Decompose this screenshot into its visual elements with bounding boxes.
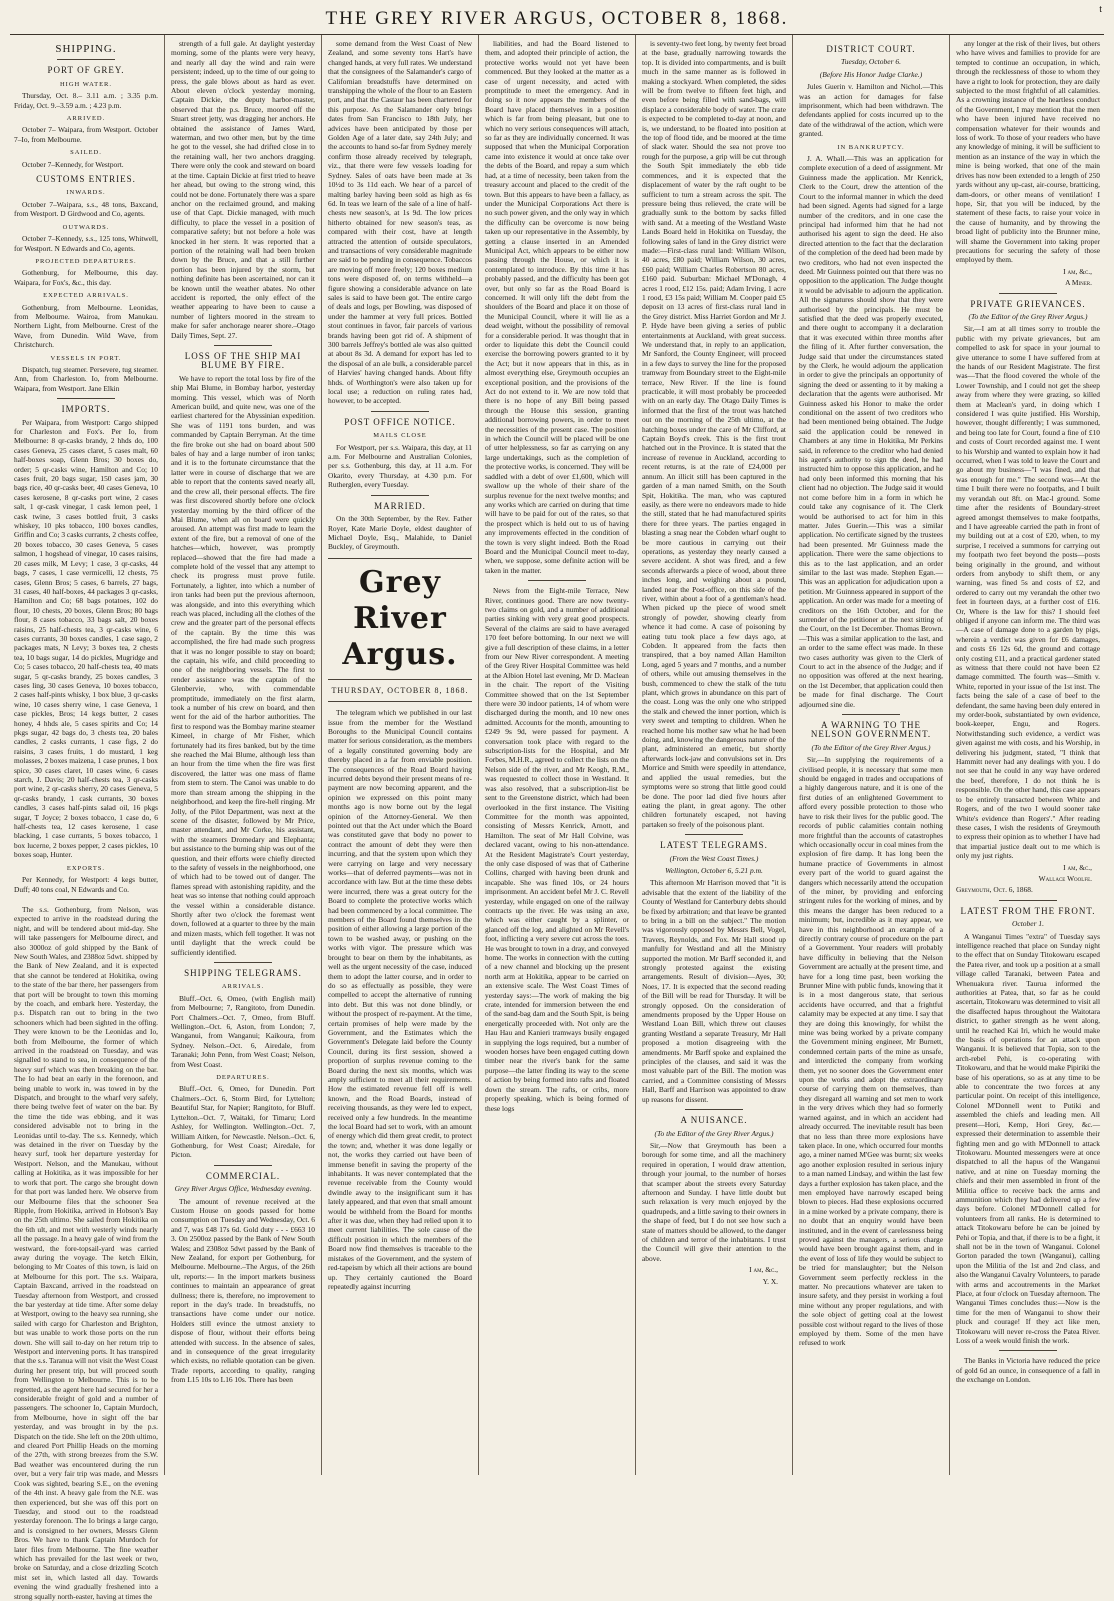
bankruptcy-text: J. A. Whall.—This was an application for complete execution of a deed of assignment. Mr Guinness made the application. Mr Kenrick, Clerk to the Court, drew the attention of the Court to the informal manner in which the deed had been signed. Agents had signed for a large number of the creditors, and in one case the principal had informed him that he had not authorised his agent to sign the deed. He also directed attention to the fact that the declaration of the completion of the deed had been made by two creditors, who had not even inspected the deed. Mr Guinness pointed out that there was no opposition to the application. The Judge thought it would be advisable to adjourn the application. All the signatures should show that they were authorised by the principals. He must be satisfied that the deed was properly executed, and there ought to accompany it a declaration that it was executed within three months after the filing of it. After further conversation, the Judge said that under the circumstances stated by the Clerk, he would adjourn the application in order to give the principals an opportunity of signing the deed or assenting to it by making a declaration that the agents were authorised. Mr Guinness asked his Honor to make the order conditional on the assent of two creditors who had been mentioned being obtained. The Judge said the application could be renewed in Chambers at any time in Hokitika, Mr Perkins said, in reference to the creditor who had denied his agent's authority to sign the deed, he had instructed him to oppose this application, and he had only been informed this morning that his client had no objection. The Judge said it would not come before him in a form in which he could take any cognisance of it. The Clerk would be authorised to act for him in this matter. Jules Guerin.—This was a similar application. No certificate signed by the trustees had been presented. Mr Guinness made the application. There were the same objections to this as to the last application, and an order similar to the last was made. Stephen Egan.—This was an application for adjudication upon a petition. Mr Guinness appeared in support of the application. An order was made for a meeting of creditors on the 16th October, and for the surrender of the petitioner at the next sitting of the Court, on the 1st December. Thomas Brown.—This was a similar application to the last, and an order to the same effect was made. In these two cases authority was given to the Clerk of Court to act in the absence of the Judge; and if no opposition was offered at the next hearing, on the 1st December, that application could then be made for final discharge. The Court adjourned sine die. <box>799 154 943 709</box>
signature: A Miner. <box>1065 278 1092 288</box>
grievances-heading: PRIVATE GRIEVANCES. <box>970 298 1086 309</box>
paper-title-block <box>328 565 472 702</box>
section-label: MAILS CLOSE <box>373 432 427 440</box>
court-judge: (Before His Honor Judge Clarke.) <box>819 69 923 79</box>
market-text: some demand from the West Coast of New Zealand, and some seventy tons Hart's have changed hands, at very full rates. We understand that the consignees of the Salamander's cargo of Californian breadstuffs have determined on transhipping the whole of the flour to an Eastern port, and that the Castaur has been chartered for this purpose. As the Salamander only brings dates from San Francisco to 18th July, her advices have been anticipated by those per Golden Age of a later date, say 24th July; and the accounts to hand so-far from Sydney merely confirm those already received by telegraph, viz., that there were few vessels loading for Sydney. Sales of oats have been made at 3s 10½d to 3s 11d each. We hear of a parcel of malting barley having been sold as high as 6s 6d. In teas we learn of the sale of a line of half-chests new season's, at 1s 9d. The low prices hitherto obtained for new season's teas, as compared with their cost, have at length attracted the attention of outside speculators, and transactions of very considerable magnitude are said to be pending in consequence. Tobaccos are moving off more freely; 120 boxes medium tons were disposed of, on terms withheld—a figure showing a considerable advance on late sales is said to have been got. The entire cargo of deals and logs, per Bowling, was disposed of under the hammer at very full prices. Bottled stout continues in favor, fair parcels of various brands having been got rid of. A shipment of 300 barrels Jeffrey's bottled ale was also quitted at about 8s 3d. A demand for export has led to the disposal of an ale bulk, a considerable parcel of Harvies' having changed hands. About fifty hhds. of Worthington's were also taken up for local use; a reduction on ruling rates had, however, to be accepted. <box>328 39 472 406</box>
signature-place: Greymouth, Oct. 6, 1868. <box>956 885 1033 895</box>
arrivals-text: Bluff.–Oct. 6, Omeo, (with English mail) from Melbourne; 7, Rangitoto, from Dunedin. Port Chalmers.–Oct. 7, Omeo, from Bluff. Wellington.–Oct. 6, Aston, from London; 7, Wanganui, from Wanganui; Kaikoura, from Sydney. Nelson.–Oct. 6, Airedale, from Taranaki; John Penn, from West Coast; Nelson, from West Coast. <box>171 993 315 1069</box>
signature: Wallace Woolfe. <box>1038 873 1092 883</box>
masthead-title: THE GREY RIVER ARGUS, OCTOBER 8, 1868. <box>325 8 789 29</box>
front-heading: LATEST FROM THE FRONT. <box>960 905 1096 916</box>
signature: I am, &c., <box>749 1265 778 1275</box>
column-3 <box>322 35 479 1475</box>
married-text: On the 30th September, by the Rev. Father Royer, Kate Marie Doyle, eldest daughter of Michael Doyle, Esq., Malahide, to Daniel Buckley, of Greymouth. <box>328 514 472 552</box>
telegrams-text: This afternoon Mr Harrison moved that "it is advisable that the extent of the liability of the County of Westland for Canterbury debts should be fixed by arbitration; and that leave be granted to bring in a bill on the subject." The motion was vigorously opposed by Messrs Bell, Vogel, Travers, Reynolds, and Fox. Mr Hall stood up manfully for Westland and all the Ministry supported the motion. Mr Barff seconded it, and strongly protested against the existing arrangements. Result of division—Ayes, 30; Noes, 17. It is expected that the second reading of the Bill will be read for Thursday. It will be strongly opposed. On the consideration of amendments proposed by the Upper House on Westland Loan Bill, which threw out clauses granting Westland a separate Treasury, Mr Hall proposed a motion disagreeing with the amendments. Mr Barff spoke and explained the principles of the clauses, and said it was the most valuable part of the Bill. The motion was carried, and a Committee consisting of Messrs Hall, Barff and Harrison was appointed to draw up reasons for dissent. <box>642 878 786 1104</box>
departures-text: Gothenburg, for Melbourne, this day. Waipara, for Fox's, &c., this day. <box>14 268 158 287</box>
departures-text: Bluff.–Oct. 6, Omeo, for Dunedin. Port Chalmers.–Oct. 6, Storm Bird, for Lyttelton; Beautiful Star, for Napier; Rangitoto, for Bluff. Lyttelton.–Oct. 7, Waitaki, for Timaru; Lord Ashley, for Wellington. Wellington.–Oct. 7, William Aitken, for Newcastle. Nelson.–Oct. 6, Gothenburg, for West Coast; Airedale, for Picton. <box>171 1084 315 1160</box>
shipping-heading: SHIPPING. <box>55 43 117 55</box>
section-label: DEPARTURES. <box>216 1074 270 1082</box>
latest-telegrams-heading: LATEST TELEGRAMS. <box>660 840 768 851</box>
signature: Y. X. <box>762 1276 778 1286</box>
arrived-text: October 7– Waipara, from Westport. October 7–Io, from Melbourne. <box>14 125 158 144</box>
warning-heading: A WARNING TO THE NELSON GOVERNMENT. <box>810 720 932 740</box>
exports-text: Per Kennedy, for Westport: 4 kegs butter, Duff; 40 tons coal, N Edwards and Co. <box>14 875 158 894</box>
nuisance-subhead: (To the Editor of the Grey River Argus.) <box>654 1128 774 1138</box>
warning-text: Sir,—In supplying the requirements of a civilised people, it is necessary that some men should be engaged in trades and occupations of a highly dangerous nature, and it is one of the first duties of an enlightened Government to afford every possible protection to those who have to risk their lives for the public good. The records of public calamities contain nothing more frightful than the accounts of catastrophes which occasionally occur in coal mines from the explosion of fire damp. It has long been the humane practice of Governments in almost every part of the world to guard against the dangers which necessarily attend the occupation of the miner, by providing and enforcing stringent rules for the working of mines, and by this means the danger has been reduced to a minimum; but, incredible as it may appear, we have in this neighborhood an example of a directly contrary course of procedure on the part of a Government. Your readers will probably have difficulty in believing that the Nelson Government are actually at the present time, and have for a long time past, been working the Brunner Mine with public funds, knowing that it is in a most dangerous state, that serious accidents have occurred, and that a frightful calamity may be expected at any time. I say that they are doing this knowingly, for whilst the mine was being worked by a private company the Government mining engineer, Mr Burnett, condemned certain parts of the mine as unsafe, and interdicted the company from working them, yet no sooner does the Government enter upon the works and adopt the extraordinary course of carrying them on themselves, than they disregard all warning and set men to work in the very drives which they had so formerly warned against, and in which an accident had already occurred. The inevitable result has been that no less than three more explosions have taken place. In one, which occurred four months ago, a miner named M'Gee was burnt; six weeks ago another explosion resulted in serious injury to a man named Lindsay, and within the last few days a further explosion has taken place, and the men employed have narrowly escaped being blown to pieces. Had these explosions occurred in a mine worked by a private company, there is no doubt that an enquiry would have been instituted, and in the event of carelessness being proved against the managers, a serious charge would have been brought against them, and in the event of loss of life they would be subject to be tried for manslaughter; but the Nelson Government seem perfectly reckless in the matter. No precautions whatever are taken to insure safety, and they persist in working a foul mine without any proper regulations, and with the sole object of getting coal at the lowest possible cost without regard to the lives of those employed by them. Some of the men have refused to work <box>799 755 943 1348</box>
commercial-text: The amount of revenue received at the Custom House on goods passed for home consumption on Tuesday and Wednesday, Oct. 6 and 7, was £48 17s 6d. Gold duty - - - £663 10 3. On 2500oz passed by the Bank of New South Wales; and 2308oz 5dwt passed by the Bank of New Zealand, for export per Gothenburg, for Melbourne. Melbourne.–The Argus, of the 26th ult, reports:— In the import markets business continues to maintain an appearance of great dullness; there is, therefore, no improvement to report in the day's trade. In breadstuffs, no transactions have come under our notice. Holders still evince the utmost anxiety to dispose of flour, without their efforts being attended with success. In the absence of sales, and in consequence of the great irregularity which exists, no reliable quotation can be given. Trade reports, according to quality, ranging from L15 10s to L16 10s. There has been <box>171 1196 315 1385</box>
shipping-news-text: The s.s. Gothenburg, from Nelson, was expected to arrive in the roadstead during the night, and will be tendered about mid-day. She will take passengers for Melbourne direct, and also 3000oz of gold shipped by the Bank of New South Wales, and 2388oz 5dwt. shipped by the Bank of New Zealand, and it is expected that she cannot be tendered at Hokitika, owing to the state of the bar there, her passengers from that port will be brought to town this morning by the coach, and embark here. Yesterday, the p.s. Dispatch ran out to bring in the two schooners which had been sighted in the offing. They were known to be the Leonidas and Io, both from Melbourne, the former of which arrived in the roadstead on Tuesday, and was signalled to stand to sea, in consequence of the heavy surf which was then breaking on the bar. The Io had beat an early in the forenoon, and being unable to work in, was towed in by the Dispatch, and brought to the wharf very safely, there being twelve feet of water on the bar. By the time the tide was ebbing, and it was considered advisable not to bring in the Leonidas until to-day. The s.s. Kennedy, which was detained in the river on Tuesday by the heavy surf, took her departure yesterday for Westport. Nelson, and the Manukau, without calling at Hokitika, as it was impossible for her to work that port. The cargo she brought down for that port was landed here. We observe from our Melbourne files that the schooner Sea Ripple, from Hokitika, arrived in Hobson's Bay on the 25th ultimo. She sailed from Hokitika on the 6th ult, and met with westerly winds nearly all the passage. In a heavy gale of wind from the westward, the fore-topsail-yard was carried away during the voyage. The ketch Elkin, belonging to Mr Coates of this town, is laid on at Melbourne for this port. The s.s. Waipara, Captain Baxcand, arrived in the roadstead on Tuesday afternoon from Westport, and crossed the bar yesterday at tide time. After some delay at Westport, owing to the heavy sea running, she sailed with cargo for Charleston and Brighton, but was unable to work those ports on the run down. She will sail to-day on her return trip to Westport and intervening ports. It has transpired that the s.s. Taranua will not visit the West Coast during her present trip, but will proceed south from Wellington to Melbourne. This is to be regretted, as the agent here had secured for her a considerable freight of gold and a number of passengers. The schooner Io, Captain Murdoch, from Melbourne, hove in sight off the bar yesterday, and was brought in by the p.s. Dispatch on the tide. She left on the 20th ultimo, and cleared Port Phillip Heads on the morning of the 27th, with strong breezes from the S.W. Bad weather was encountered during the run over, but a very fair trip was made, and Messrs Cook was sighted, bearing S.E., on the evening of the 4th inst. A heavy gale from the N.E. was then experienced, but she was off this port on Tuesday, and stood out to the roadstead yesterday forenoon. The Io brings a large cargo, and is consigned to her owners, Messrs Glenn Bros. We have to thank Captain Murdoch for later files from Melbourne. The fine weather which has prevailed for the last week or two, broke on Saturday, and a close drizzling Scotch mist set in, which lasted all day. Towards evening the wind gradually freshened into a strong squally north-easter, having at times the <box>14 904 158 1601</box>
signature: I am, &c., <box>1063 266 1092 276</box>
column-4 <box>479 35 636 1475</box>
imports-heading: IMPORTS. <box>61 404 111 415</box>
column-5 <box>636 35 793 1475</box>
paper-date: THURSDAY, OCTOBER 8, 1868. <box>331 685 469 695</box>
mails-text: For Westport, per s.s. Waipara, this day, at 11 a.m. For Melbourne and Australian Colonies, per s.s. Gothenburg, this day, at 11 a.m. For Okarito, every Thursday, at 4.30 p.m. For Rutherglen, every Tuesday. <box>328 442 472 490</box>
column-6 <box>793 35 950 1475</box>
exports-heading: EXPORTS. <box>66 864 106 872</box>
inport-text: Dispatch, tug steamer. Persevere, tug steamer. Ann, from Charleston. Io, from Melbourne. Waipara, from Westport. Jane Elkin <box>14 364 158 393</box>
sailed-text: October 7–Kennedy, for Westport. <box>22 159 124 169</box>
storm-text: strength of a full gale. At daylight yesterday morning, some of the plants were very heavy, and nearly all day the wind and rain were persistent; indeed, up to the time of our going to press, the gale blows about as hard as ever. About eleven o'clock yesterday morning, Captain Dickie, the deputy harbor-master, observed that the p.s. Bruce, moored off the Stuart street jetty, was dragging her anchors. He obtained the assistance of James Ward, waterman, and two other men, but by the time he got to the vessel, she had drifted close in to the retaining wall, her two anchors dragging. There were only the cook and steward on board at the time. Captain Dickie at first tried to heave her ahead, but owing to the strong wind, this could not be done. Fortunately there was a spare anchor on the reclaimed ground, and making use of that Capt. Dickie managed, with much difficulty, to place the vessel in a position of comparative safety; but not before a hole was knocked in her stern. It was reported that a portion of the retaining wall had been broken down by the Bruce, and that a still further portion has been injured by the storm, but nothing definite has been ascertained, nor can it be known until the weather abates. No other accident is reported, the only effect of the weather appearing to have been to cause a number of lighters moored in the stream to make for safer anchorage nearer shore.–Otago Daily Times, Sept. 27. <box>171 39 315 340</box>
grievances-text: Sir,—I am at all times sorry to trouble the public with my private grievances, but am compelled to ask for space in your journal to give utterance to some I have suffered from at the hands of our Resident Magistrate. The first was—That the flood covered the whole of the Lower Township, and I could not get the sheep away from where they were grazing, so killed them at Maclean's yard, in doing which I considered I was quite justified. His Worship, however, thought differently; I was summoned, and being too late for Court, found a fine of £10 and costs of Court recorded against me. I went to his Worship and wanted to explain how it had occurred, when I was told to leave the Court and go about my business—"I was fined, and that was enough for me." The second was—At the time I built there were no footpaths, and I built my verandah out 8ft. on Mac-l ground. Some time after the residents of Boundary-street agreed amongst themselves to make footpaths, and I have agreeable carried the path in front of my building out at a cost of £20, when, to my surprise, I received a summons for carrying out my footpath two feet beyond the posts—posts being originally in the ground, and without orders from anybody to shift them, or any warning, was fined 5s and costs of £2, and ordered to carry out my verandah the other two feet in fourteen days, at a further cost of £16. Or, Where is the law for this? I should feel obliged if anyone can inform me. The third was—A case of damage done to a garden by pigs, wherein a verdict was given for £6 damages, and costs £6 12s 6d, the ground and cottage only costing £11, and a practical gardener stated as witness that there could not have been £2 damage committed. The fourth was—Smith v. White, reported in your issue of the 1st inst. The facts being the sale of a case of beef to the defendant, the same having been duly entered in my order-book, substantiated by own evidence, book-keeper, Engu, and Rogers. Notwithstanding such evidence, a verdict was given against me with costs, and his Worship, in delivering his judgment, stated, "I think that Hammitt never had any dealings with you. I do not see that he could in any way have ordered the beef, therefore, I do not think he is responsible. On the other hand, this case appears to be entirely transacted between White and Rogers, and of the two I would sooner take White's evidence than Rogers'." After reading these cases, I wish the residents of Greymouth to express their opinion as to whether I have had that impartial justice dealt out to me which is only my just rights. <box>956 324 1100 861</box>
column-1 <box>8 35 165 1601</box>
tides-text: Thursday, Oct. 8.– 3.11 a.m. ; 3.35 p.m. Friday, Oct. 9.–3.59 a.m. ; 4.23 p.m. <box>14 91 158 110</box>
section-label: INWARDS. <box>66 189 106 197</box>
fire-text: We have to report the total loss by fire of the ship Mai Blume, in Bombay harbor, yesterday morning. This vessel, which was of North American build, and quite new, was one of the earliest chartered for the Abyssinian expedition. She was of 1191 tons burden, and was commanded by Captain Berryman. At the time the fire broke out she had on board about 500 bales of hay and a large number of iron tanks; and it is to the fortunate circumstance that the latter were in course of discharge that we are able to report that the contents saved nearly all, and the crew all, their personal effects. The fire was first discovered shortly before one o'clock yesterday morning by the third officer of the Mai Blume, when all on board were quickly aroused. An attempt was first made to learn the extent of the fire, but a removal of one of the hatches—which, however, was promptly replaced—showed that the fire had made a complete hold of the vessel that any attempt to check its progress must prove futile. Fortunately, a lighter, into which a number of iron tanks had been put the previous afternoon, was alongside, and into this everything which reach was placed, including all the clothes of the crew and the greater part of the personal effects of the captain. By the time this was accomplished, the fire had made such progress that it was no longer possible to stay on board; the captain, his wife, and child proceeding to one of the neighboring vessels. The first to render assistance was the captain of the Glenbervie, who, with commendable promptitude, immediately on the first alarm, took a number of his crew on board, and then went for the aid of the harbor authorities. The first to respond was the Bombay marine steamer Kimeel, in charge of Mr Fisher, which fortunately had its fires banked, but by the time she reached the Mai Blume, although less than an hour from the time when the fire was first discovered, the latter was one mass of flame from stem to stern. The Canoi was unable to do more than stream among the shipping in the neighborhood, and keep the fire-hell ringing. Mr Jolly, of the Pilot Department, was next at the scene of the disaster, followed by Mr Price, master attendant, and Mr Corke, his assistant, with the steamers Dromedary and Elephanta; but assistance to the burning ship was out of the question, and their efforts were chiefly directed to the safety of vessels in the neighborhood, one of which had to be towed out of danger. The flames spread with astonishing rapidity, and the heat was so intense that nothing could approach the vessel within a considerable distance. Shortly after two o'clock the foremast went down, followed at a quarter to three by the main and mizen masts, which fell together. It was not until daylight that the wreck could be sufficiently identified. <box>171 373 315 957</box>
post-office-heading: POST OFFICE NOTICE. <box>344 416 456 427</box>
district-court-heading: DISTRICT COURT. <box>826 44 916 54</box>
expected-text: Gothenburg, from Melbourne. Leonidas, from Melbourne. Wairoa, from Manukau. Northern Light, from Melbourne. Crest of the Wave, from Dunedin. Wild Wave, from Christchurch. <box>14 302 158 350</box>
local-news-text: News from the Eight-mile Terrace, New River, continues good. There are now twenty-two claims on gold, and a number of additional parties sinking with very great good prospects. Several of the claims are said to have averaged 170 feet before bottoming. In our next we will give a full description of these claims, in a letter from our New River correspondent. A meeting of the Grey River Hospital Committee was held at the Albion Hotel last evening, Mr D. Maclean in the chair. The report of the Visiting Committee showed that on the 1st September there were 30 indoor patients, 14 of whom were discharged during the month, and 10 new ones admitted. Accounts for the month, amounting to £249 9s 9d, were passed for payment. A conversation took place with regard to the subscription-lists for the Hospital, and Mr Forbes, M.H.R., agreed to collect the lists on the Nelson side of the river, and Mr Keogh, R.M., was requested to collect those in Westland. It was also resolved, that a subscription-list be sent to the Greenstone district, which had been overlooked in the first instance. The Visiting Committee for the month was appointed, consisting of Messrs Kenrick, Arnott, and Hamilton. The seat of Mr Hall Colvine, was declared vacant, owing to his non-attendance. At the Resident Magistrate's Court yesterday, the only case disposed of was that of Catherine Collins, charged with having been drunk and incapable. She was fined 10s, or 24 hours imprisonment. An accident befel Mr J. C. Revell yesterday, while engaged on one of the railway contracts up the river. He was using an axe, which was either caught by a splinter, or glanced off the log, and alighted on Mr Revell's foot, inflicting a very severe cut across the toes. He was brought to town in a dray, and conveyed home. The works in connection with the cutting of a new channel and blocking up the present north arm at Hokitika, appear to be carried on an extensive scale. The West Coast Times of yesterday says:—The work of making the big crate, intended for immersion between the end of the sand-bag dam and the South Spit, is being energetically proceeded with. Not only are the Hau Hau and Kanieri tramways busily engaged in supplying the logs required, but a number of wooden horses have been engaged cutting down timber near the river's bank for the same purpose—the latter finding its way to the scene of action by being formed into rafts and floated down the stream. The rafts, or cribs, more properly speaking, which is being formed of these logs <box>485 586 629 1113</box>
warning-continued-text: any longer at the risk of their lives, but others who have wives and families to provide for are tempted to continue an occupation, in which, through the recklessness of those to whom they have a right to look for protection, they are daily subjected to the most frightful of all calamities. As a crowning instance of the heartless conduct of the Government, I may mention that the men who have been injured have received no compensation whatever for their wounds and loss of work. To those of your readers who have any knowledge of mining, it will be sufficient to mention as an instance of the way in which the mine is being worked, that one of the main drives has now been extended to a length of 250 yards without any up-cast, air-course, bratticing, dam-doors, or other means of ventilation! I hope, Sir, that you will be induced, by the statement of these facts, to raise your voice in the cause of humanity, and by throwing the broad light of publicity into the Brunner mine, will shame the Government into taking proper precautions for securing the safety of those employed by them. <box>956 39 1100 265</box>
court-date: Tuesday, October 6. <box>841 57 901 67</box>
section-label: OUTWARDS. <box>62 223 110 231</box>
signature: I am, &c., <box>1063 862 1092 872</box>
nuisance-heading: A NUISANCE. <box>680 1115 748 1126</box>
section-label: ARRIVALS. <box>221 983 265 991</box>
customs-heading: CUSTOMS ENTRIES. <box>36 174 136 185</box>
section-label: HIGH WATER. <box>59 80 113 88</box>
commercial-subhead: Grey River Argus Office, Wednesday evening. <box>174 1184 312 1194</box>
leader-continued-text: liabilities, and had the Board listened to them, and adopted their principle of action, the protective works would not yet have been commenced. But they looked at the matter as a case of urgent necessity, and acted with promptitude to meet the emergency. And in doing so it now appears the members of the Board have placed themselves in a position which is far from being pleasant, but one to which no very serious consequences will attach, so far as they are individually concerned. It was supposed that when the Municipal Corporation came into existence it would at once take over the debts of the Board, and repay a sum which had, at a time of necessity, been taken from the treasury account and placed to the credit of the town. But this appears to have been a fallacy, as under the Municipal Corporations Act there is no such power given, and the only way in which the difficulty can be overcome is now being taken up our representative in the Assembly, by getting a clause inserted in an Amended Municipal Act, which appears to be either now passing through the House, or which it is contemplated to introduce. By this time it has probably passed, and the difficulty has been got over, but only so far as the Road Board is concerned. It will only lift the debt from the shoulders of the Board and place it on those of the Municipal Council, where it will lie as a dead weight, without the possibility of removal for a considerable period. It was thought that in order to liquidate this debt the Council could exercise the borrowing powers granted to it by the Act; but it now appears that in this, as in almost everything else, Greymouth occupies an exceptional position, and the provisions of the Act do not extend to it. We are now told that there is no hope of any Bill being passed through the House this session, granting additional borrowing powers, in order to meet the necessities of the present case. The position in which the Council will be placed will be one of utter helplessness, so far as carrying on any large undertakings, such as the completion of the protective works, is concerned. They will be saddled with a debt of over £1,600, which will swallow up the whole of their share of the surplus revenue for the next twelve months; and any works which are carried on during that time will have to be paid for out of the rates, so that the prospect which is held out to us of having any improvements effected in the condition of the town is very slight indeed. Both the Road Board and the Municipal Council meet to-day, when, we suppose, some definite action will be taken in the matter. <box>485 39 629 575</box>
column-7 <box>950 35 1106 1475</box>
port-heading: PORT OF GREY. <box>47 65 125 76</box>
front-text: A Wanganui Times "extra" of Tuesday says intelligence reached that place on Sunday night to the effect that on Sunday Titokowaru escaped the Patea river, and took up a position at a small village called Taranaki, between Patea and Whenuakura river. Taurua informed the authorities at Patea, that, so far as he could ascertain, Titokowaru was determined to visit all the disaffected hapus throughout the Waitotara district, to gather strength as he went along, until he reached Kai Iri, which he would make the basis of operations for an attack upon Wanganui. It is believed that Topia, son to the arch-rebel Pehi, is co-operating with Titokowaru, and that he would make Pipiriki the base of his operations, so as at any time to be able to concentrate the two forces at any particular point. On receipt of this intelligence, Colonel M'Donnell went to Putiki and assembled the chiefs and leading men. All present—Hori, Kemp, Hori Grey, &c.—expressed their determination to assemble their fighting men and go with M'Donnell to attack Titokowaru. Mounted messengers were at once dispatched to all the hapus of the Wanganui native, and at nine on Tuesday morning the chiefs and their men assembled in front of the Militia office to receive back the arms and ammunition which they had delivered up a few days before. Colonel M'Donnell called for volunteers from all ranks. He is determined to attack Titokowaru before he can be joined by Pehi or Topia, and that, if there is to be a fight, it shall not be in the town of Wanganui. Colonel Gorton paraded the town (Wanganui), calling upon the Militia of the 1st and 2nd class, and also the Wanganui Cavalry Volunteers, to parade with arms and accoutrements in the Market Place, at four o'clock on Tuesday afternoon. The Wanganui Times concludes thus:—Now is the time for the men of Wanganui to show their pluck and courage! If they act like men, Titokowaru will never re-cross the Patea River. Loss of a week would finish the work. <box>956 931 1100 1346</box>
local-news-continued-text: is seventy-two feet long, by twenty feet broad at the base, gradually narrowing towards the top. It is divided into compartments, and is built much in the same manner as is followed in making a stockyard. When completed, the sides will be from twelve to fifteen feet high, and even before being filled with sand-bags, will displace a considerable body of water. The crate is expected to be completed to-day at noon, and is, we understand, to be floated into position at the top of flood tide, and be moored at the time of slack water. Should the sea not prove too rough for the purpose, a grip will be cut through the South Spit immediately the ebb tide commences, and it is expected that the displacement of water by the raft ought to be sufficient to turn a stream across the spit. The pressure being thus relieved, the crate will be gradually sunk to the bottom by sacks filled with sand. At a meeting of the Westland Waste Lands Board held in Hokitika on Tuesday, the following sales of land in the Grey district were made:—First-class rural land: William Wilson, 40 acres, £80 paid; William Wilson, 30 acres, £60 paid; William Charles Robertson 80 acres, £160 paid. Suburban: Michael M'Donagh, 4 acres 1 rood, £12 15s. paid; Adam Irving, 1 acre 1 rood, £3 15s paid; William M. Cooper paid £5 deposit on 13 acres of first-class rural land in the Grey district. Miss Harriet Gordon and Mr J. P. Hyde have been giving a series of public entertainments at Auckland, with great success. We understand that, in reply to an application, Mr Sanford, the County Engineer, will proceed in a few days to survey the line for the proposed tramway from Boundary street to the Eight-mile terrace, New River. If the line is found practicable, it will most probably be proceeded with on an early day. The Otago Daily Times is informed that the first of the trout was hatched out on the morning of the 25th ultimo, at the hatching boxes under the care of Mr Clifford, at Captain Boyd's creek. This is the first trout hatched out in the Province. It is stated that the increase of revenue in Auckland, according to recent returns, is at the rate of £24,000 per annum. An illicit still has been captured in the garden of a man named Smith, on the South Spit, Hokitika. The man, who was captured easily, as there were no endeavors made to hide the still, stated that he had manufactured spirits there for three years. The parties engaged in blasting a snag near the Cobden wharf ought to be more cautious in carrying out their operations, as yesterday they nearly caused a severe accident. A shot was fired, and a few seconds afterwards a piece of wood, about three inches long, and weighing about a pound, landed near the Post-office, on this side of the river, within about a foot of a gentleman's head. When picked up the piece of wood smelt strongly of powder, showing clearly from whence it had come. A case of poisoning by eating tutu took place a few days ago, at Cobden. It appeared from the facts then transpired, that a boy named Allan Hamilton Long, aged 5 years and 7 months, and a number of others, while out amusing themselves in the bush, commenced to chew the stalk of the tutu plant, which grows in abundance on this part of the coast. Long was the only one who stripped the stalk and chewed the inner portion, which is very sweet and tempting to children. When he reached home his mother saw what he had been doing, and, knowing the dangerous nature of the plant, administered an emetic, but shortly afterwards lock-jaw and convulsions set in. Drs Morrice and Smith were speedily in attendance, and applied the usual remedies, but the symptoms were so strong that little good could be done. The poor lad died five hours after eating the plant, in great agony. The other children fortunately escaped, not having partaken so freely of the poisonous plant. <box>642 39 786 829</box>
paper-title: Grey River Argus. <box>342 564 458 672</box>
section-label: VESSELS IN PORT. <box>50 354 122 362</box>
telegrams-source: (From the West Coast Times.) <box>669 853 759 863</box>
column-2 <box>165 35 322 1475</box>
telegrams-dateline: Wellington, October 6, 5.21 p.m. <box>665 865 763 875</box>
section-label: PROJECTED DEPARTURES. <box>35 257 137 265</box>
gold-price-text: The Banks in Victoria have reduced the price of gold 6d an ounce, in consequence of a fall in the exchange on London. <box>956 1356 1100 1385</box>
section-label: EXPECTED ARRIVALS. <box>43 292 129 300</box>
imports-text: Per Waipara, from Westport: Cargo shipped for Charleston and Fox's. Per Io, from Melbourne: 8 qr-casks brandy, 2 hhds do, 100 cases Geneva, 25 cases claret, 5 cases malt, 60 half-boxes soap, Glenn Bros; 30 boxes do, order; 5 qr-casks wine, Hamilton and Co; 10 cases fruit, 20 bags sugar, 150 cases jam, 30 bags rice, 40 qr-casks beer, 40 cases Geneva, 10 cases kerosene, 8 qr-casks port wine, 2 cases salt, 1 qr-cask vinegar, 1 cask lemon peel, 1 cask twine, 3 cases bottled fruit, 3 casks whiskey, 10 pks tobacco, 100 boxes candles, Griffin and Co; 3 casks currants, 2 chests coffee, 20 boxes tobacco, 30 cases Geneva, 5 cases salmon, 1 hogshead of vinegar, 10 cases raisins, 20 cases milk, M Levy; 1 case, 3 qr-casks, 44 bags, 7 cases, 1 case vermicelli, 12 chests, 75 cases, Glenn Bros; 5 cases, 6 barrels, 27 bags, 31 cases, 40 half-boxes, 44 packages 3 qr-casks, Hamilton and Co; 68 bags potatoes, 102 do flour, 10 chests, 20 boxes, Glenn Bros; 80 bags flour, 8 cases tobacco, 33 bags salt, 20 boxes raisins, 25 half-chests tea, 3 qr-casks wine, 6 cases currants, 30 boxes candles, 1 case sago, 2 packages mats, N Levy; 3 boxes tea, 2 chests tea, 10 bags sugar, 14 do pickles, Mugridge and Co; 5 cases tobacco, 20 half-chests tea, 40 mats sugar, 5 qr-casks brandy, 25 boxes candles, 3 cases ling, 30 cases Geneva, 10 boxes tobacco, 2 cases half-pints whisky, 1 box blue, 3 qr-casks wine, 10 cases sherry wine, 1 case Geneva, 1 case pickles, Bros; 14 kegs butter, 2 cases honey, 4 hhds ale, 5 cases spirits and Co; 14 pkgs sugar, 42 bags do, 3 chests tea, 20 bales candles, 2 casks currants, 1 case figs, 2 do raisins, 3 cases fruits, 1 do mustard, 1 keg molasses, 2 boxes maizena, 1 case prunes, 1 box spice, 30 cases claret, 10 cases wine, 6 cases starch, J. Davis; 20 half-chests tea, 3 qr-casks port wine, 2 qr-casks sherry, 20 cases Geneva, 5 qr-casks brandy, 1 cask currants, 30 boxes candles, 3 cases half-pints salad oil, 16 pkgs sugar, T Joyce; 2 boxes tobacco, 1 case do, 6 half-chests tea, 12 cases kerosene, 1 case blacking, 1 case currants, 5 boxes tobacco, 1 box lucerne, 2 boxes pepper, 2 cases pickles, 10 boxes soap, Hunter. <box>14 417 158 860</box>
married-heading: MARRIED. <box>374 500 426 511</box>
nuisance-text: Sir,—Now that Greymouth has been a borough for some time, and all the machinery required in operation, I would draw attention, through your journal, to the number of horses that scamper about the streets every Saturday afternoon and Sunday. I have little doubt but such relaxation is very much enjoyed by the quadrupeds, and a little saving to their owners in the shape of feed, but I do not see how such a state of matters should be allowed, to the danger of children and terror of the inhabitants. I trust the Council will give their attention to the above. <box>642 1140 786 1263</box>
front-date: October 1. <box>1011 919 1045 929</box>
leader-text: The telegram which we published in our last issue from the member for the Westland Boroughs to the Municipal Council contains matter for serious consideration, as the members of a legally constituted governing body are thereby placed in a far from enviable position. The consequences of the Road Board having incurred debts beyond their present means of re-payment are now becoming apparent, and the opinion we expressed on this point many months ago is now borne out by the legal opinion of the Attorney-General. We then pointed out that the Act under which the Board was constituted gave that body no power to contract the amount of debt they were then incurring, and that the system upon which they were carrying on large and very necessary works—that of deferred payments—was not in accordance with law. But at the time these debts were incurred, there was a great outcry for the Board to complete the protective works which had been commenced by a local committee. The members of the Board found themselves in the position of either allowing a large portion of the town to be washed away, or pushing on the works with vigor. The pressure which was brought to bear on them by the inhabitants, as well as the urgent necessity of the case, induced them to adopt the latter course, and in order to do so as effectually as possible, they were compelled to accept the alternative of running into debt. But this was not done blindly, or without the prospect of re-payment. At the time, certain promises of help were made by the Government, and the Estimates which the Government's Delegate laid before the County Council, during its first session, showed a proportion of surplus revenue coming to the Board during the next six months, which was amply sufficient to meet all their requirements. How the estimated revenue fell off is well known, and the Road Boards, instead of receiving thousands, as they were led to expect, received only a few hundreds. In the meantime the local Board had set to work, with an amount of energy which did them great credit, to protect the town; and, whether it was done legally or not, the works they carried out have been of immense benefit in saving the property of the inhabitants. It was never contemplated that the revenue receivable from the County would dwindle away to the insignificant sum it has lately appeared, and that even that small amount would be withheld from the Board for months after it was due, when they had relied upon it to meet current liabilities. The sole cause of the difficult position in which the members of the Board now find themselves is traceable to the mistakes of the Government, and the system of red-tapeism by which all their actions are bound up. They certainly cautioned the Board repeatedly against incurring <box>328 708 472 1291</box>
fire-heading: LOSS OF THE SHIP MAI BLUME BY FIRE. <box>184 351 302 371</box>
section-label: SAILED. <box>70 149 102 157</box>
section-label: ARRIVED. <box>66 115 106 123</box>
outwards-text: October 7–Kennedy, s.s., 125 tons, Whitwell, for Westport. N Edwards and Co, agents. <box>14 234 158 253</box>
warning-subhead: (To the Editor of the Grey River Argus.) <box>811 742 931 752</box>
inwards-text: October 7–Waipara, s.s., 48 tons, Baxcand, from Westport. D Girdwood and Co, agents. <box>14 199 158 219</box>
commercial-heading: COMMERCIAL. <box>205 1170 281 1181</box>
telegrams-heading: SHIPPING TELEGRAMS. <box>184 968 302 978</box>
masthead <box>10 4 1104 35</box>
page-number: t <box>1099 4 1102 15</box>
court-text: Jules Guerin v. Hamilton and Nichol.—This was an action for damages for false imprisonment, which had been withdrawn. The defendants applied for costs incurred up to the date of the withdrawal of the action, which were granted. <box>799 82 943 139</box>
section-label: IN BANKRUPTCY. <box>837 143 905 151</box>
grievances-subhead: (To the Editor of the Grey River Argus.) <box>968 311 1088 321</box>
columns <box>8 35 1106 1601</box>
